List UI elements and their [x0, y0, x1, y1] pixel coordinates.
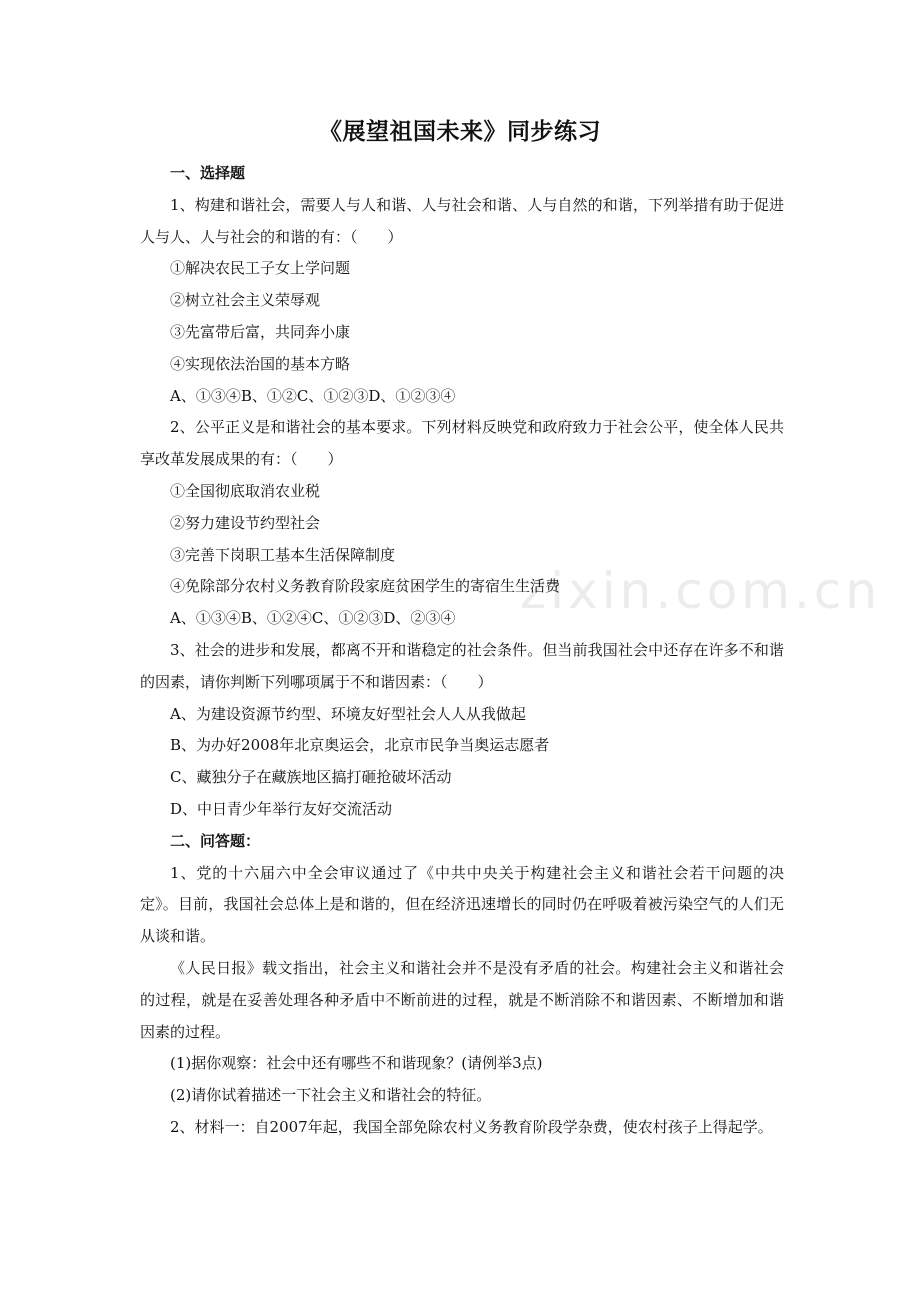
essay-2-paragraph: 2、材料一：自2007年起，我国全部免除农村义务教育阶段学杂费，使农村孩子上得起学。 [170, 1117, 773, 1136]
question-2-item: ②努力建设节约型社会 [170, 513, 321, 532]
essay-1-paragraph: 《人民日报》载文指出，社会主义和谐社会并不是没有矛盾的社会。构建社会主义和谐社会的过程，就是在妥善处理各种矛盾中不断前进的过程，就是不断消除不和谐因素、不断增加和谐因素的过程。 [140, 958, 784, 1041]
essay-1-paragraph: 1、党的十六届六中全会审议通过了《中共中央关于构建社会主义和谐社会若干问题的决定》。目前，我国社会总体上是和谐的，但在经济迅速增长的同时仍在呼吸着被污染空气的人们无从谈和谐。 [140, 863, 784, 946]
question-3-stem: 3、社会的进步和发展，都离不开和谐稳定的社会条件。但当前我国社会中还存在许多不和谐的因素，请你判断下列哪项属于不和谐因素：（ ） [140, 640, 784, 691]
watermark: zixin.com.cn [520, 562, 882, 620]
question-1-item: ③先富带后富，共同奔小康 [170, 322, 351, 341]
essay-1-subquestion: (2)请你试着描述一下社会主义和谐社会的特征。 [170, 1086, 492, 1105]
question-3-option: D、中日青少年举行友好交流活动 [170, 799, 393, 818]
question-2-options: A、①③④B、①②④C、①②③D、②③④ [170, 609, 456, 628]
question-3-option: A、为建设资源节约型、环境友好型社会人人从我做起 [170, 704, 526, 723]
question-2-item: ③完善下岗职工基本生活保障制度 [170, 545, 396, 564]
section-heading-choice: 一、选择题 [170, 164, 246, 182]
question-1-item: ④实现依法治国的基本方略 [170, 354, 351, 373]
question-2-stem: 2、公平正义是和谐社会的基本要求。下列材料反映党和政府致力于社会公平，使全体人民共享改革发展成果的有：（ ） [140, 418, 784, 469]
document-title: 《展望祖国未来》同步练习 [319, 118, 601, 145]
question-1-stem: 1、构建和谐社会，需要人与人和谐、人与社会和谐、人与自然的和谐，下列举措有助于促进人与人、人与社会的和谐的有：（ ） [140, 195, 784, 246]
question-1-item: ②树立社会主义荣辱观 [170, 291, 321, 310]
question-1-item: ①解决农民工子女上学问题 [170, 259, 351, 278]
document-body [140, 158, 784, 1144]
question-2-item: ④免除部分农村义务教育阶段家庭贫困学生的寄宿生生活费 [170, 577, 561, 596]
essay-1-subquestion: (1)据你观察：社会中还有哪些不和谐现象？(请例举3点) [170, 1054, 543, 1073]
question-3-option: B、为办好2008年北京奥运会，北京市民争当奥运志愿者 [170, 736, 550, 755]
question-3-option: C、藏独分子在藏族地区搞打砸抢破坏活动 [170, 768, 452, 787]
question-1-options: A、①③④B、①②C、①②③D、①②③④ [170, 386, 456, 405]
question-2-item: ①全国彻底取消农业税 [170, 481, 321, 500]
section-heading-essay: 二、问答题： [170, 831, 261, 850]
